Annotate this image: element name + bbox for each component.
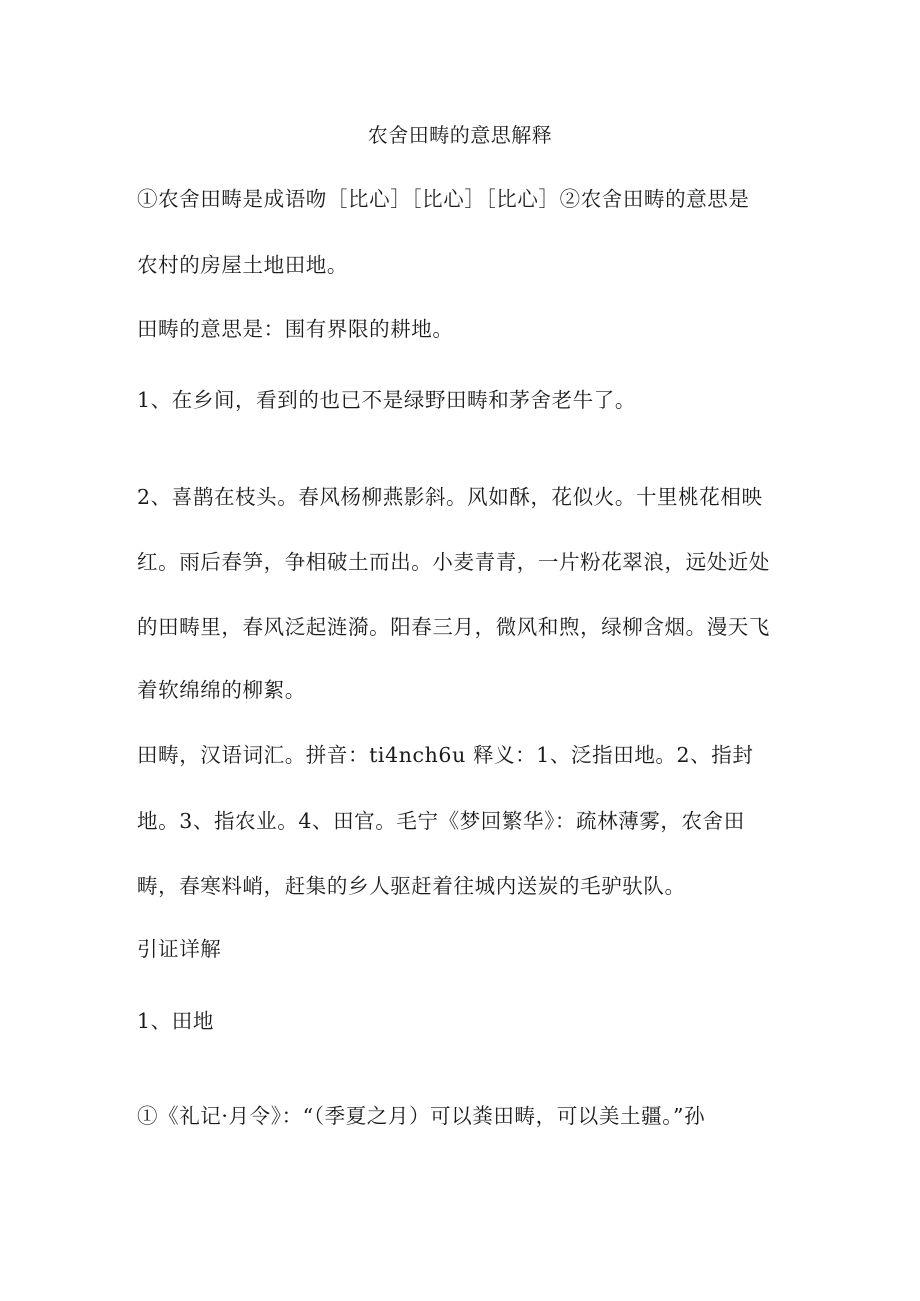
text-line-12: ①《礼记·月令》：“（季夏之月）可以粪田畴，可以美土疆。”孙 <box>137 1104 706 1128</box>
text-line-3: 田畴的意思是：围有界限的耕地。 <box>137 317 454 341</box>
text-line-9: 田畴，汉语词汇。拼音：ti4nch6u 释义：1、泛指田地。2、指封 <box>137 743 754 767</box>
text-line-6: 红。雨后春笋，争相破土而出。小麦青青，一片粉花翠浪，远处近处 <box>137 550 770 574</box>
text-line-10: 地。3、指农业。4、田官。毛宁《梦回繁华》：疏林薄雾，农舍田 <box>137 809 745 833</box>
section-heading: 引证详解 <box>137 937 222 961</box>
document-title: 农舍田畴的意思解释 <box>367 123 553 147</box>
text-line-5: 2、喜鹊在枝头。春风杨柳燕影斜。风如酥，花似火。十里桃花相映 <box>137 485 763 509</box>
text-line-4: 1、在乡间，看到的也已不是绿野田畴和茅舍老牛了。 <box>137 388 636 412</box>
text-line-8: 着软绵绵的柳絮。 <box>137 678 306 702</box>
text-line-1: ①农舍田畴是成语吻［比心］［比心］［比心］②农舍田畴的意思是 <box>137 187 750 211</box>
sub-heading: 1、田地 <box>137 1009 214 1033</box>
text-line-7: 的田畴里，春风泛起涟漪。阳春三月，微风和煦，绿柳含烟。漫天飞 <box>137 615 770 639</box>
text-line-11: 畴，春寒料峭，赶集的乡人驱赶着往城内送炭的毛驴驮队。 <box>137 874 686 898</box>
text-line-2: 农村的房屋土地田地。 <box>137 253 348 277</box>
